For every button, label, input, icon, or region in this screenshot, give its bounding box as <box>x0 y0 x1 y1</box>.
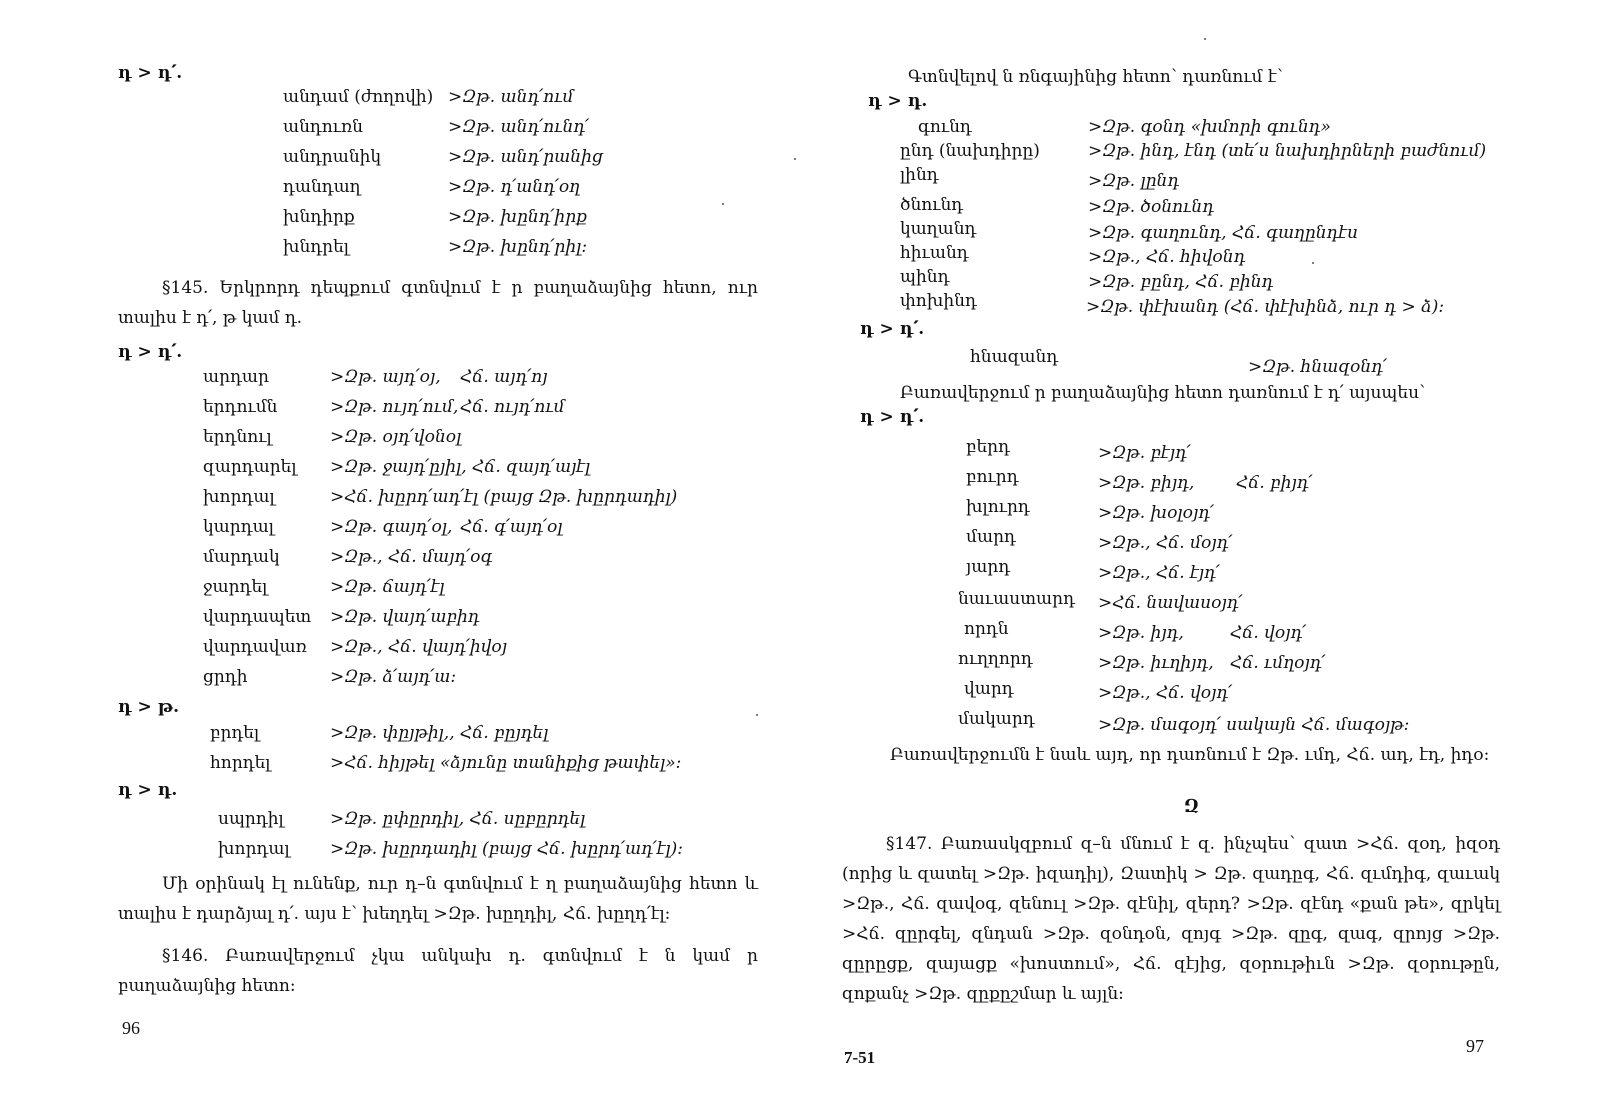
entry-word: նաւաստարդ <box>958 589 1075 609</box>
entry-word: ուղղորդ <box>958 649 1033 669</box>
entry-form: >Զթ. ծօնունդ <box>1088 197 1215 217</box>
entry-form: >Զթ. ջայդ՛ըյիլ, Հճ. զայդ՛այէլ <box>330 457 591 477</box>
entry-form: >Զթ. խընդ՛րիլ: <box>448 237 588 257</box>
section-letter: Զ <box>1184 796 1199 817</box>
entry-form: >Զթ. անդ՛ունդ՛ <box>448 117 589 137</box>
page-number: 97 <box>1466 1036 1484 1056</box>
entry-form: >Զթ. բընդ, Հճ. բինդ <box>1088 272 1274 292</box>
section-heading: դ > դ. <box>868 91 928 111</box>
entry-word: վարդավառ <box>203 637 307 657</box>
entry-form: >Զթ. խօլօյդ՛ <box>1098 503 1214 523</box>
entry-word: մարդակ <box>203 547 280 567</box>
entry-form-alt: Հճ. այդ՛ոյ <box>460 367 548 387</box>
entry-word: ընդ (նախդիրը) <box>900 141 1040 161</box>
paragraph-147: §147. Բառասկզբում զ–ն մնում է զ. ինչպես՝ զատ >Հճ. զօդ, իզօդ (որից և զատել >Զթ. իզադիլ), Զատիկ > Զթ. զադըգ, Հճ. զւմդիգ, զաւակ >Զթ., Հճ. զավօգ, զենուլ >Զթ. զէնիլ, զերդ? >Զթ. զէնդ «քան թե», զրկել >Հճ. զըրգել, զնդան >Զթ. զօնդօն, զոյգ >Զթ. զըգ, զագ, զրոյց >Զթ. զըրըցք, զայացք «խոստում», Հճ. զէյից, զօրութիւն >Զթ. զօրութըն, զոքանչ >Զթ. զըքըշմար և այլն: <box>842 834 1500 1004</box>
entry-word: վարդապետ <box>203 607 312 627</box>
entry-word: երդումն <box>203 397 278 417</box>
entry-word: խորդալ <box>203 487 275 507</box>
paragraph-example: Մի օրինակ էլ ունենք, ուր դ–ն գտնվում է ղ բաղաձայնից հետո և տալիս է դարձյալ դ՛. այս է՝ խեղդել >Զթ. խըղդիլ, Հճ. խըղդ՛էլ: <box>118 874 758 924</box>
entry-form: >Զթ. փէխանդ (Հճ. փէխինձ, ուր դ > ձ): <box>1086 297 1445 317</box>
entry-word: խլուրդ <box>966 497 1030 517</box>
signature-mark: 7-51 <box>844 1048 876 1067</box>
entry-word: մարդ <box>966 527 1016 547</box>
entry-form: >Զթ. փըյթիլ,, Հճ. բըյդել <box>330 723 549 743</box>
entry-word: լինդ <box>900 165 939 185</box>
page-number: 96 <box>122 1018 140 1038</box>
entry-form: >Զթ. գայդ՛օլ, <box>330 517 453 537</box>
right-page <box>800 0 1601 1114</box>
entry-form: >Հճ. նավասօյդ՛ <box>1098 593 1243 613</box>
scan-speck <box>1312 262 1314 264</box>
entry-word: հորդել <box>210 753 271 773</box>
entry-form: >Զթ. դ՛անդ՛օղ <box>448 177 581 197</box>
entry-form: >Զթ. ձ՛այդ՛ա: <box>330 667 457 687</box>
entry-form: >Հճ. խըրդ՛ադ՛էլ (բայց Զթ. խըրդադիլ) <box>330 487 678 507</box>
entry-form-alt: Հճ. բիյդ՛ <box>1236 473 1313 493</box>
scan-speck <box>722 203 724 205</box>
entry-word: վարդ <box>964 679 1014 699</box>
entry-form: >Զթ. գօնդ «խմորի գունդ» <box>1088 117 1331 137</box>
scan-speck <box>794 158 796 160</box>
entry-form: >Զթ. ույդ՛ում, <box>330 397 459 417</box>
entry-word: զարդարել <box>203 457 297 477</box>
entry-form: >Զթ., Հճ. էյդ՛ <box>1098 563 1220 583</box>
entry-word: ծնունդ <box>900 195 964 215</box>
entry-word: երդնուլ <box>203 427 272 447</box>
entry-word: մակարդ <box>958 709 1035 729</box>
entry-word: խորդալ <box>218 839 290 859</box>
entry-form-alt: Հճ. վօյդ՛ <box>1230 623 1307 643</box>
entry-word: որդն <box>964 619 1009 639</box>
paragraph-end: Բառավերջումն է նաև այդ, որ դառնում է Զթ. ւմդ, Հճ. ադ, էդ, իդօ: <box>890 745 1490 765</box>
entry-form: >Զթ. իյդ, <box>1098 623 1184 643</box>
paragraph-146: §146. Բառավերջում չկա անկախ դ. գտնվում է ն կամ ր բաղաձայնից հետո: <box>118 946 758 996</box>
entry-form: >Զթ. ըփըրդիլ, Հճ. սըբըրդել <box>330 809 586 829</box>
entry-form: >Զթ. օյդ՛վօնօլ <box>330 427 462 447</box>
entry-form: >Զթ. խըրդադիլ (բայց Հճ. խըրդ՛ադ՛էլ): <box>330 839 684 859</box>
entry-word: արդար <box>203 367 269 387</box>
entry-form: >Զթ. խընդ՛իրք <box>448 207 587 227</box>
section-heading: դ > դ՛. <box>118 63 183 83</box>
entry-form: >Զթ. այդ՛օյ, <box>330 367 441 387</box>
section-heading: դ > դ՛. <box>860 407 925 427</box>
entry-word: դանդաղ <box>283 177 361 197</box>
entry-word: գունդ <box>918 117 972 137</box>
entry-form: >Զթ. անդ՛ում <box>448 87 574 107</box>
entry-word: կարդալ <box>203 517 274 537</box>
entry-form: >Զթ. բէյդ՛ <box>1098 443 1191 463</box>
entry-form: >Զթ. մագօյդ՛ սակայն Հճ. մագօյթ: <box>1098 715 1410 735</box>
entry-form: >Հճ. հիյթել «ձյունը տանիքից թափել»: <box>330 753 682 773</box>
entry-form: >Զթ. վայդ՛աբիդ <box>330 607 480 627</box>
entry-form: >Զթ., Հճ. վօյդ՛ <box>1098 683 1233 703</box>
entry-word: անդուռն <box>283 117 363 137</box>
entry-word: բրդել <box>210 723 260 743</box>
paragraph-145: §145. Երկրորդ դեպքում գտնվում է ր բաղաձայնից հետո, ուր տալիս է դ՛, թ կամ դ. <box>118 278 758 328</box>
entry-word: սպրդիլ <box>218 809 284 829</box>
section-heading: դ > դ՛. <box>860 319 925 339</box>
entry-word: հիւանդ <box>900 243 969 263</box>
section-heading: դ > դ՛. <box>118 342 183 362</box>
entry-form: >Զթ. ճայդ՛էլ <box>330 577 445 597</box>
scan-speck <box>1204 38 1206 40</box>
entry-form: >Զթ., Հճ. մօյդ՛ <box>1098 533 1233 553</box>
entry-form-alt: Հճ. ույդ՛ում <box>460 397 565 417</box>
entry-word: կաղանդ <box>900 219 977 239</box>
entry-word: փոխինդ <box>900 291 977 311</box>
entry-word: խնդրել <box>283 237 349 257</box>
entry-form: >Զթ., Հճ. հիվօնդ <box>1088 247 1246 267</box>
entry-word: անդամ (ժողովի) <box>283 87 434 107</box>
entry-word: հնազանդ <box>970 347 1059 367</box>
entry-form: >Զթ. գաղունդ, Հճ. գաղընդէս <box>1088 223 1358 243</box>
entry-form: >Զթ. ինդ, էնդ (տե՛ս նախդիրների բաժնում) <box>1088 141 1487 161</box>
intro-line: Գտնվելով ն ռնգայինից հետո՝ դառնում է՝ <box>908 67 1283 87</box>
scan-speck <box>756 714 758 716</box>
left-page <box>0 0 800 1114</box>
entry-form-alt: Հճ. գ՛այդ՛օլ <box>460 517 563 537</box>
entry-word: անդրանիկ <box>283 147 382 167</box>
entry-form: >Զթ. լընդ <box>1088 171 1180 191</box>
section-heading: դ > թ. <box>118 697 180 717</box>
entry-form: >Զթ. հնազօնդ՛ <box>1248 357 1387 377</box>
entry-word: բուրդ <box>966 467 1019 487</box>
entry-word: ջարդել <box>203 577 268 597</box>
entry-form: >Զթ. իւղիյդ, <box>1098 653 1214 673</box>
paragraph-mid: Բառավերջում ր բաղաձայնից հետո դառնում է դ՛ այսպես՝ <box>900 383 1426 403</box>
entry-word: յարդ <box>966 557 1011 577</box>
entry-word: խնդիրք <box>283 207 355 227</box>
entry-form-alt: Հճ. ւմղօյդ՛ <box>1230 653 1326 673</box>
entry-form: >Զթ. անդ՛րանից <box>448 147 603 167</box>
entry-form: >Զթ. բիյդ, <box>1098 473 1195 493</box>
entry-word: ցրդի <box>203 667 248 687</box>
entry-form: >Զթ., Հճ. մայդ՛օգ <box>330 547 493 567</box>
entry-word: բերդ <box>966 437 1010 457</box>
entry-form: >Զթ., Հճ. վայդ՛իվօյ <box>330 637 508 657</box>
section-heading: դ > դ. <box>118 780 178 800</box>
entry-word: պինդ <box>900 267 950 287</box>
